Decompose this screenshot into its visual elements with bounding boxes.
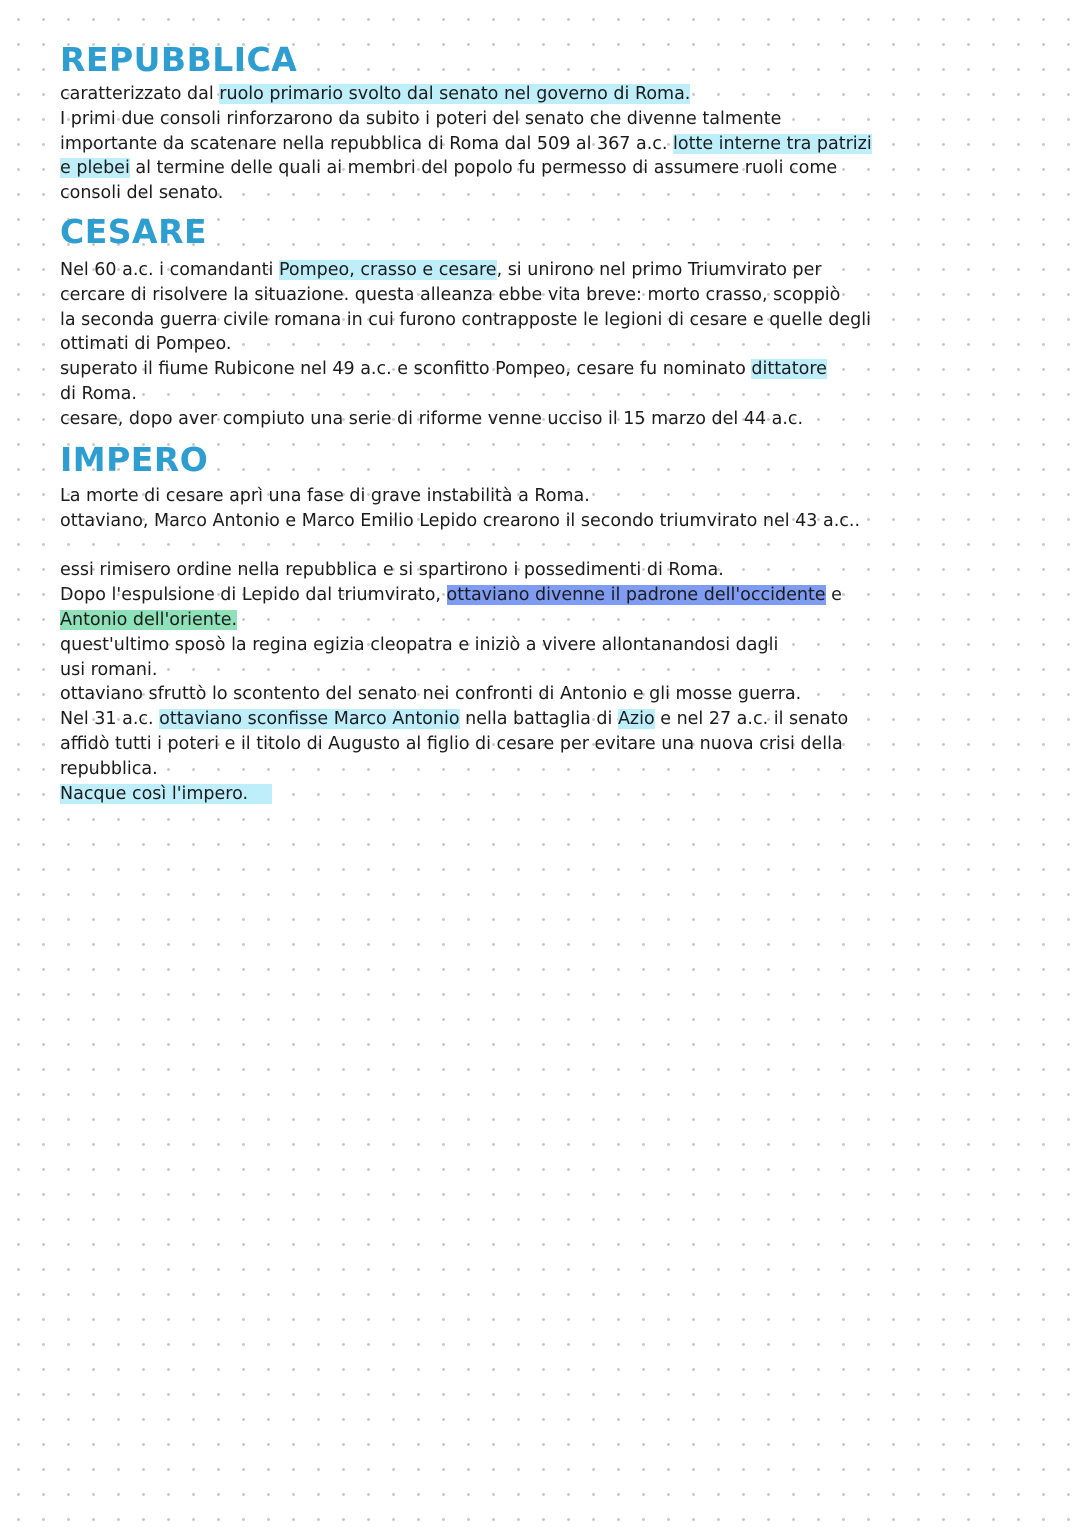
text-line <box>60 258 1040 283</box>
highlight-blue: ottaviano divenne il padrone dell'occidente <box>446 585 826 606</box>
text-line: la seconda guerra civile romana in cui furono contrapposte le legioni di cesare e quelle degli <box>60 309 871 330</box>
heading-cesare: CESARE <box>60 212 208 251</box>
highlight: dittatore <box>751 359 827 380</box>
blank-line <box>60 534 1040 559</box>
text: nella battaglia di <box>459 709 618 730</box>
section-impero <box>60 440 1040 806</box>
text-line <box>60 82 1040 107</box>
paragraph-repubblica <box>60 82 1040 206</box>
text: Dopo l'espulsione di Lepido dal triumvirato, <box>60 585 447 606</box>
text-line <box>60 583 1040 608</box>
text: al termine delle quali ai membri del popolo fu permesso di assumere ruoli come <box>129 158 838 179</box>
text-line: La morte di cesare aprì una fase di grave instabilità a Roma. <box>60 486 590 506</box>
text: e nel 27 a.c. il senato <box>654 709 849 730</box>
text-line: consoli del senato. <box>60 183 224 204</box>
text-line: quest'ultimo sposò la regina egizia cleopatra e iniziò a vivere allontanandosi dagli <box>60 634 779 655</box>
text-line <box>60 357 1040 382</box>
text-line: di Roma. <box>60 383 137 404</box>
text-line <box>60 782 1040 807</box>
text-line: ottimati di Pompeo. <box>60 334 232 355</box>
section-repubblica <box>60 40 1040 206</box>
text-line: essi rimisero ordine nella repubblica e si spartirono i possedimenti di Roma. <box>60 560 724 581</box>
section-cesare <box>60 212 1040 432</box>
paragraph-impero <box>60 484 1040 806</box>
text: Nel 31 a.c. <box>60 709 160 730</box>
text-line: ottaviano sfruttò lo scontento del senato nei confronti di Antonio e gli mosse guerra. <box>60 684 802 705</box>
text: importante da scatenare nella repubblica di Roma dal 509 al 367 a.c. <box>60 133 674 154</box>
heading-impero: IMPERO <box>60 440 209 479</box>
highlight: Azio <box>617 709 655 730</box>
text-line: affidò tutti i poteri e il titolo di Augusto al figlio di cesare per evitare una nuova crisi della <box>60 733 843 754</box>
text-line: usi romani. <box>60 659 158 680</box>
text: e <box>825 585 842 606</box>
text: superato il fiume Rubicone nel 49 a.c. e sconfitto Pompeo, cesare fu nominato <box>60 359 752 380</box>
text: caratterizzato dal <box>60 84 220 104</box>
highlight-green: Antonio dell'oriente. <box>60 609 238 630</box>
text-line <box>60 608 1040 633</box>
highlight: ruolo primario svolto dal senato nel governo di Roma. <box>219 84 691 104</box>
paragraph-cesare <box>60 258 1040 432</box>
text-line: ottaviano, Marco Antonio e Marco Emilio Lepido crearono il secondo triumvirato nel 43 a.c.. <box>60 510 861 531</box>
text-line: cesare, dopo aver compiuto una serie di riforme venne ucciso il 15 marzo del 44 a.c. <box>60 408 804 429</box>
text-line: repubblica. <box>60 758 158 779</box>
text: Nel 60 a.c. i comandanti <box>60 260 279 280</box>
highlight: lotte interne tra patrizi <box>673 133 872 154</box>
text-line: cercare di risolvere la situazione. questa alleanza ebbe vita breve: morto crasso, scoppiò <box>60 284 841 305</box>
text-line: I primi due consoli rinforzarono da subito i poteri del senato che divenne talmente <box>60 108 782 129</box>
text-line <box>60 156 1040 181</box>
heading-repubblica: REPUBBLICA <box>60 40 298 79</box>
text-line <box>60 707 1040 732</box>
highlight: Nacque così l'impero. <box>60 784 272 804</box>
highlight: Pompeo, crasso e cesare <box>278 260 497 280</box>
text-line <box>60 132 1040 157</box>
highlight: ottaviano sconfisse Marco Antonio <box>159 709 460 730</box>
highlight: e plebei <box>60 158 130 179</box>
text: , si unirono nel primo Triumvirato per <box>496 260 822 280</box>
